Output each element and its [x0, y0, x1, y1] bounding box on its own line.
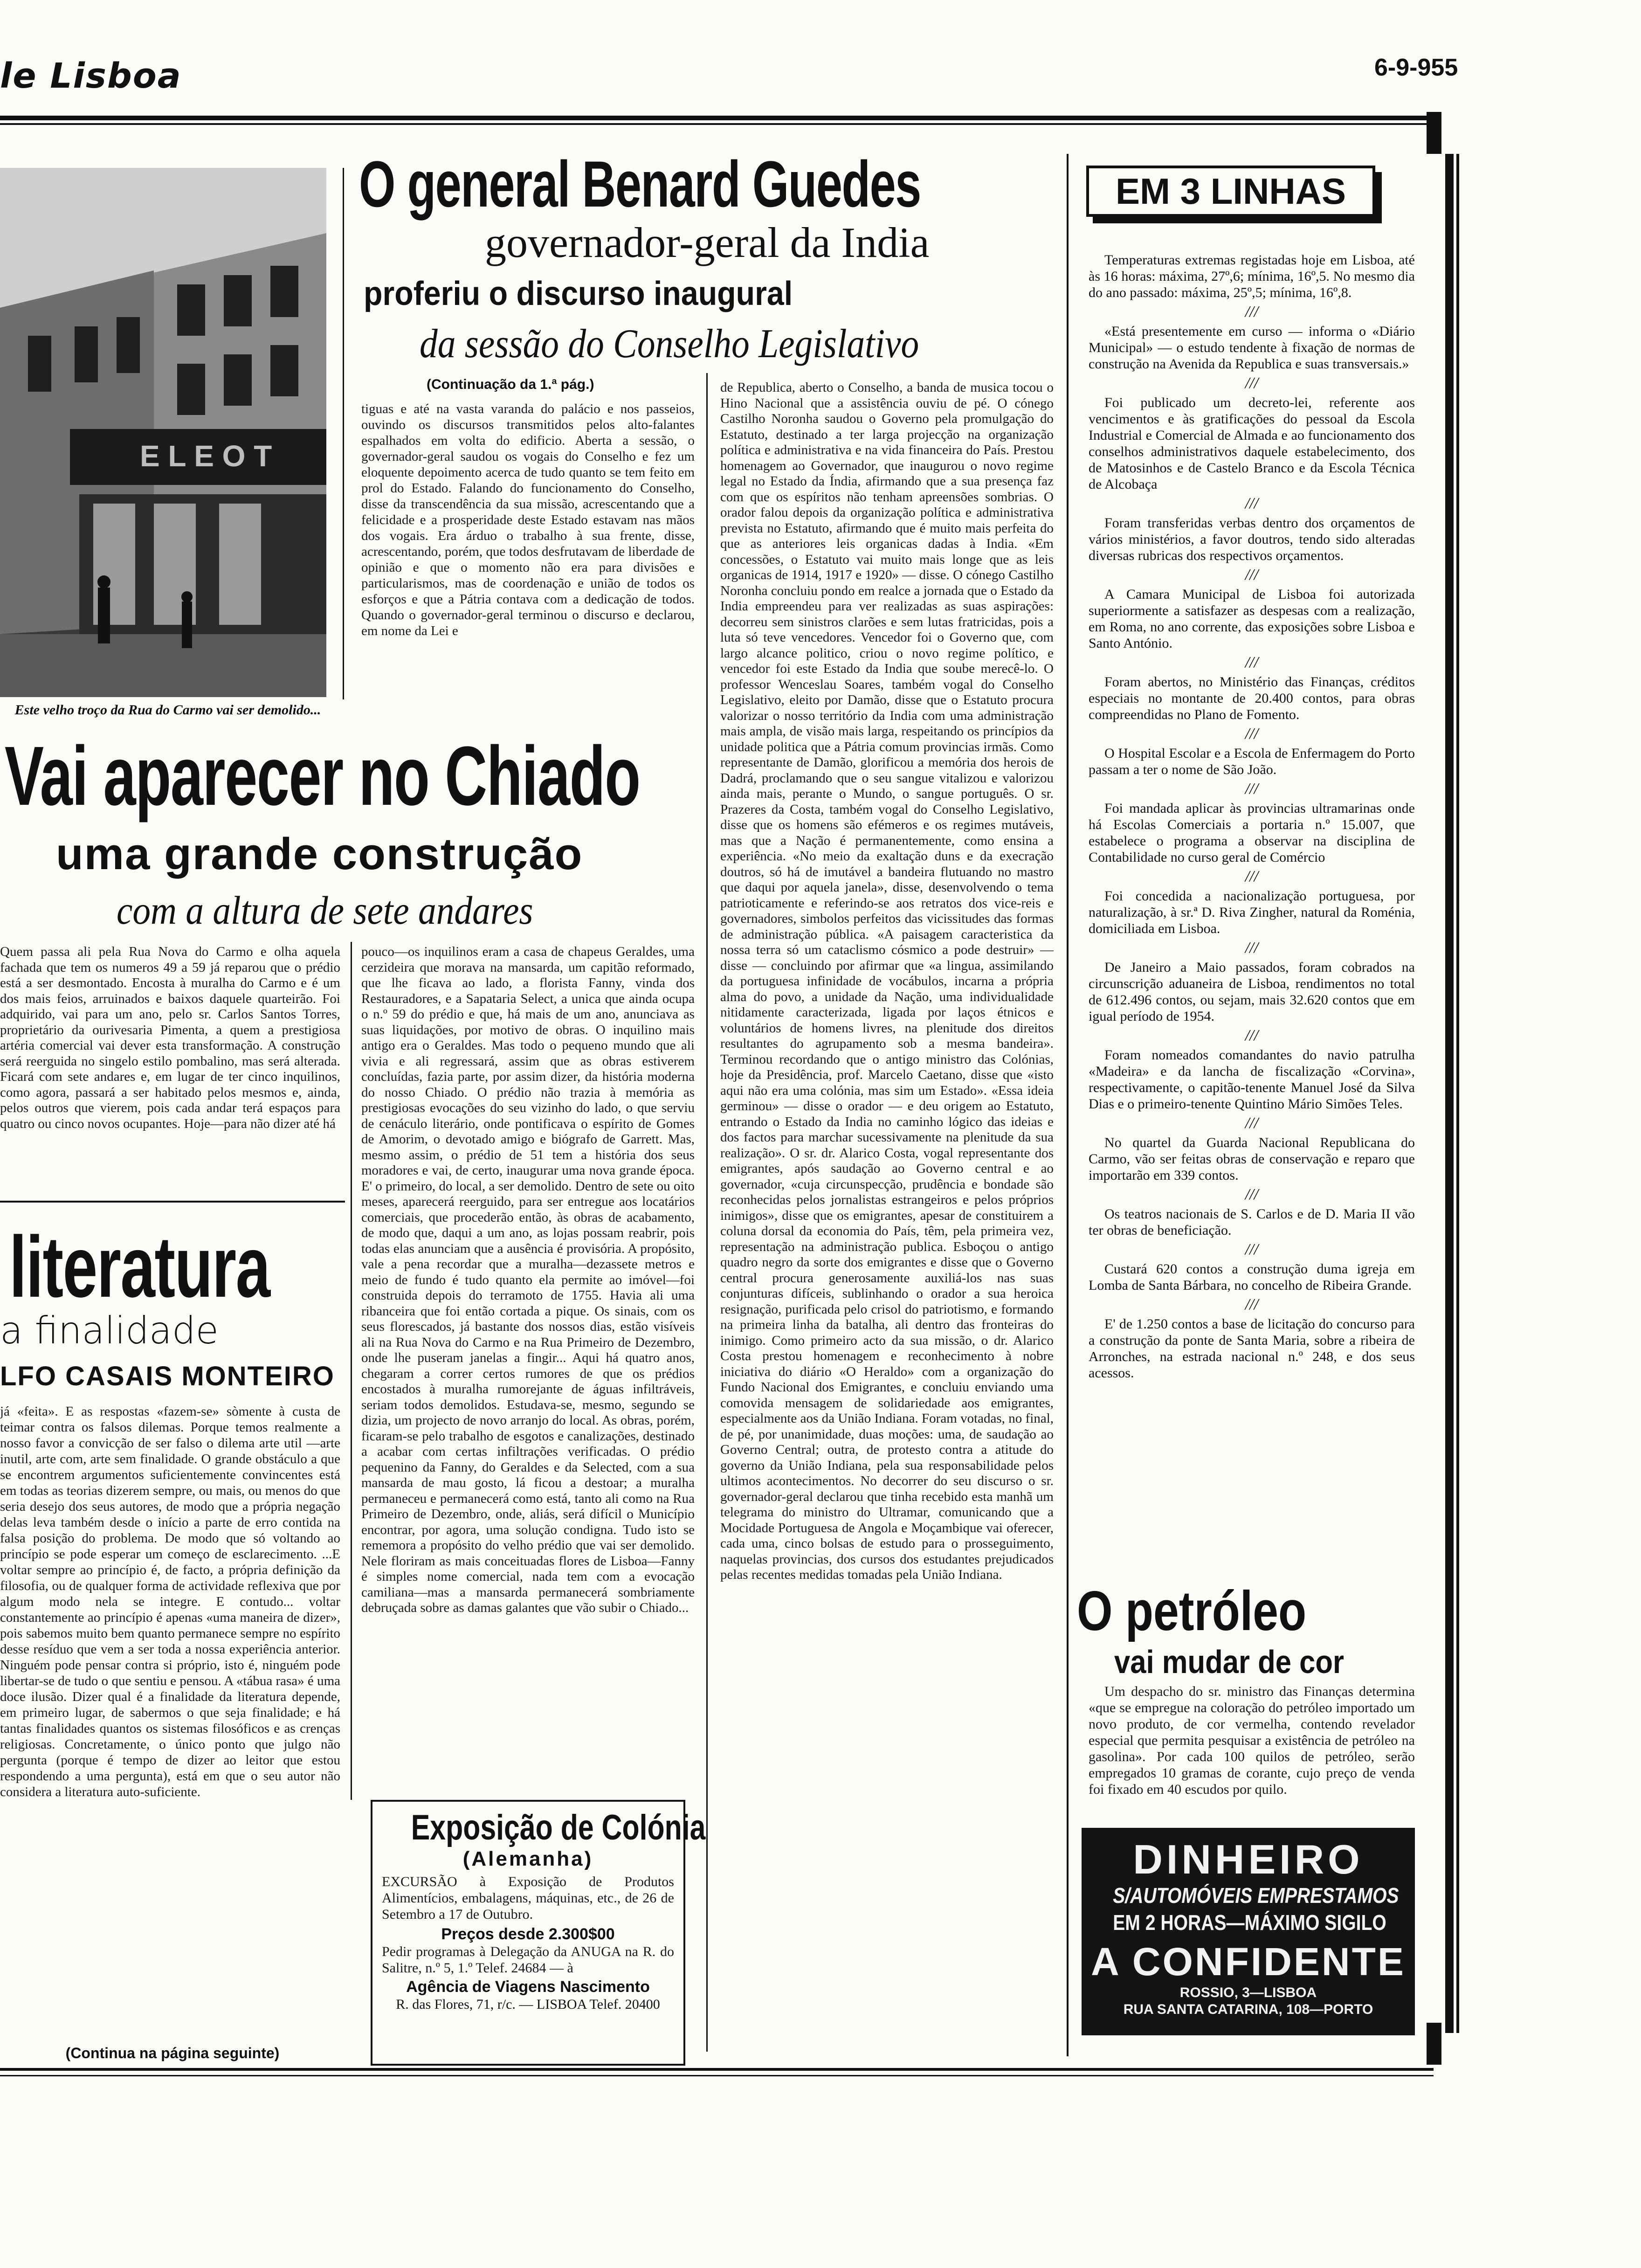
brief-separator: /// — [1245, 1027, 1259, 1044]
ad-dinheiro-line5: ROSSIO, 3—LISBOA — [1179, 1985, 1317, 2000]
brief-separator: /// — [1245, 868, 1259, 885]
column-rule — [343, 168, 344, 699]
right-edge-rule — [1427, 112, 1441, 154]
column-rule — [1067, 154, 1069, 2056]
literatura-headline: literatura — [9, 1219, 270, 1315]
brief-item: E' de 1.250 contos a base de licitação do concurso para a construção da ponte de Santa Maria, sobre a ribeira de Arronches, na estrada nacional n.º 248, e dos seus acessos. — [1089, 1316, 1415, 1381]
literatura-subhead: a finalidade — [0, 1309, 219, 1352]
governor-body-col2: de Republica, aberto o Conselho, a banda de musica tocou o Hino Nacional que a assistência ouviu de pé. O cónego Castilho Noronha saudou o Governo pela promulgação do Estatuto, destinado a ter larga projecção na organização política e administrativa e na vida financeira do País. Prestou homenagem ao Governador, que inaugurou o novo regime legal no Estado da Índia, afirmando que a sua presença faz com que os espíritos não tenham apreensões sombrias. O orador falou depois da organização política e administrativa prevista no Estatuto, afirmando que é muito mais perfeita do que as anteriores leis organicas dadas à India. «Em concessões, o Estatuto vai muito mais longe que as leis organicas de 1914, 1917 e 1920» — disse. O cónego Castilho Noronha concluiu pondo em realce a jornada que o Estado da India empreendeu para ver realizadas as suas aspirações: decorreu sem sinistros clarões e sem lutas fratricidas, pois a luta só teve vencedores. Vencedor foi o Governo que, com largo alcance politico, criou o novo regime político, e vencedor foi este Estado da India que soube merecê-lo. O professor Wenceslau Soares, também vogal do Conselho Legislativo, eleito por Damão, disse que o Estatuto procura valorizar o nosso território da India com uma administração mais ampla, de visão mais larga, respeitando os princípios da unidade politica que a Pátria comum provincias irmãs. Como representante de Damão, glorificou a memória dos herois de Dadrá, proclamando que o seu sangue vitalizou e valorizou ainda mais, perante o Mundo, o sangue português. O sr. Prazeres da Costa, também vogal do Conselho Legislativo, disse que os homens são efémeros e os regimes mutáveis, mas que a Nação é permanentemente, como ensina a experiência. «No meio da exaltação duns e da execração doutros, só há de imutável a bandeira flutuando no mastro que daqui por aquela janela», disse, desenvolvendo o tema patrioticamente e referindo-se aos retratos dos vice-reis e governadores, simbolos perfeitos das vicissitudes das formas de administração pública. «A paisagem caracteristica da nossa terra só um cataclismo cósmico a pode destruir» — disse — concluindo por afirmar que «a lingua, assimilando da portuguesa infinidade de vocábulos, incarna a própria alma do povo, a unidade da Nação, uma individualidade nitidamente caracterizada, ligada por laços étnicos e voluntários de homens livres, na plenitude dos direitos resultantes do agrupamento sob a mesma bandeira». Terminou recordando que o antigo ministro das Colónias, hoje da Presidência, prof. Marcelo Caetano, disse que «isto aqui não era uma colónia, mas sim um Estado». «Essa ideia germinou» — disse o orador — e deu origem ao Estatuto, entrando o Estado da India no caminho lógico das ideias e dos factos para marchar sucessivamente na plenitude da sua realização». O sr. dr. Alarico Costa, vogal representante dos emigrantes, após saudação ao Governo central e ao governador, «cuja circunspecção, prudência e bondade são reconhecidas pelos jornalistas estrangeiros e pelos próprios inimigos», disse que os emigrantes, apesar de constituirem a coluna dorsal da economia do País, têm, pela primeira vez, representação na administração publica. Esboçou o antigo quadro negro da sorte dos emigrantes e disse que o Governo central procura generosamente auxiliá-los nas suas conjunturas difíceis, sublinhando o orador a sua heroica resignação, purificada pelo crisol do patriotismo, e formando na primeira linha da batalha, ali dentro das fronteiras do inimigo. Como primeiro acto da sua missão, o dr. Alarico Costa prestou homenagem e reconhecimento à nobre iniciativa do diário «O Heraldo» com a organização do Fundo Nacional dos Emigrantes, e concluiu enviando uma comovida mensagem de solidariedade aos emigrantes, especialmente aos da União Indiana. Foram votadas, no final, de pé, por unanimidade, duas moções: uma, de saudação ao Governo Central; outra, de protesto contra a atitude do governo da União Indiana, pela sua responsabilidade pelos ultimos acontecimentos. No decorrer do seu discurso o sr. governador-geral declarou que tinha recebido esta manhã um telegrama do ministro do Ultramar, comunicando que a Mocidade Portuguesa de Angola e Moçambique vai oferecer, cada uma, cinco bolsas de estudo para o prosseguimento, naquelas provincias, dos cursos dos estudantes prejudicados pelas recentes medidas tomadas pela União Indiana. — [720, 380, 1054, 1582]
ad-colonia-contact: Pedir programas à Delegação da ANUGA na R. do Salitre, n.º 5, 1.º Telef. 24684 — à — [382, 1944, 674, 1976]
literatura-continues: (Continua na página seguinte) — [65, 2045, 280, 2061]
header-rule-top — [0, 116, 1434, 120]
section-rule — [0, 1201, 345, 1203]
issue-date: 6-9-955 — [1374, 54, 1458, 81]
brief-separator: /// — [1245, 1114, 1259, 1132]
brief-separator: /// — [1245, 1241, 1259, 1258]
governor-body-col1: tiguas e até na vasta varanda do palácio e nos passeios, ouvindo os discursos transmitidos pelos alto-falantes espalhados em volta do edificio. Aberta a sessão, o governador-geral saudou os vogais do Conselho e fez um eloquente depoimento acerca de tudo quanto se tem feito em prol do Estado. Falando do funcionamento do Conselho, disse da transcendência da sua missão, acrescentando que a felicidade e a prosperidade deste Estado estavam nas mãos dos vogais. Era árduo o trabalho à sua frente, disse, acrescentando, porém, que todos desfrutavam de liberdade de opinião e que o momento não era para divisões e particularismos, mas de coordenação e união de todos os esforços e que a Pátria contava com a dedicação de todos. Quando o governador-geral terminou o discurso e declarou, em nome da Lei e — [361, 401, 695, 638]
ad-colonia-price: Preços desde 2.300$00 — [441, 1925, 615, 1943]
header-rule-bottom — [0, 123, 1434, 125]
ad-dinheiro-line4: A CONFIDENTE — [1091, 1940, 1406, 1984]
brief-separator: /// — [1245, 566, 1259, 583]
ad-dinheiro-line2: S/AUTOMÓVEIS EMPRESTAMOS — [1113, 1883, 1399, 1908]
svg-text:E L E O T: E L E O T — [140, 439, 272, 473]
column-rule — [706, 373, 708, 2052]
brief-separator: /// — [1245, 780, 1259, 797]
ad-colonia — [371, 1800, 706, 2066]
governor-subhead-2: proferiu o discurso inaugural — [364, 275, 793, 312]
brief-item: Foram abertos, no Ministério das Finanças, créditos especiais no montante de 20.400 contos, para obras compreendidas no Plano de Fomento. — [1089, 674, 1415, 722]
street-photo-illustration — [0, 168, 326, 697]
brief-separator: /// — [1245, 374, 1259, 392]
ad-dinheiro-line6: RUA SANTA CATARINA, 108—PORTO — [1123, 2002, 1373, 2017]
brief-item: Os teatros nacionais de S. Carlos e de D. Maria II vão ter obras de beneficiação. — [1089, 1206, 1415, 1238]
brief-item: De Janeiro a Maio passados, foram cobrados na circunscrição aduaneira de Lisboa, rendimentos no total de 612.496 contos, ou sejam, mais 32.620 contos que em igual período de 1954. — [1089, 960, 1415, 1024]
brief-item: Foi concedida a nacionalização portuguesa, por naturalização, à sr.ª D. Riva Zingher, natural da Roménia, domiciliada em Lisboa. — [1089, 888, 1415, 936]
brief-separator: /// — [1245, 939, 1259, 956]
ad-colonia-subtitle: (Alemanha) — [462, 1847, 593, 1870]
ad-colonia-title: Exposição de Colónia — [411, 1808, 706, 1847]
governor-continuation: (Continuação da 1.ª pág.) — [427, 377, 594, 392]
right-edge-rule-2 — [1445, 154, 1454, 2033]
brief-item: Custará 620 contos a construção duma igreja em Lomba de Santa Bárbara, no concelho de Ribeira Grande. — [1089, 1261, 1415, 1293]
brief-separator: /// — [1245, 1296, 1259, 1313]
ad-colonia-agency: Agência de Viagens Nascimento — [406, 1978, 650, 1996]
brief-separator: /// — [1245, 725, 1259, 742]
column-rule — [351, 942, 352, 1800]
right-edge-rule-3 — [1456, 154, 1459, 2033]
literatura-byline: LFO CASAIS MONTEIRO — [0, 1361, 335, 1391]
brief-separator: /// — [1245, 495, 1259, 512]
brief-item: Foram nomeados comandantes do navio patrulha «Madeira» e da lancha de fiscalização «Corvina», respectivamente, o capitão-tenente Manuel José da Silva Dias e o primeiro-tenente Quintino Mário Simões Teles. — [1089, 1047, 1415, 1112]
ad-colonia-body: EXCURSÃO à Exposição de Produtos Alimentícios, embalagens, máquinas, etc., de 26 de Setembro a 17 de Outubro. — [382, 1874, 674, 1922]
brief-item: Foram transferidas verbas dentro dos orçamentos de vários ministérios, a favor doutros, tendo sido alteradas diversas rubricas dos respectivos orçamentos. — [1089, 515, 1415, 563]
literatura-body: já «feita». E as respostas «fazem-se» sòmente à custa de teimar contra os falsos dilemas. Porque temos realmente a nosso favor a convicção de ser falso o dilema arte util —arte inutil, arte com, arte sem finalidade. O grande obstáculo a que se encontrem argumentos suficientemente convincentes está em todas as teorias dizerem sempre, ou mais, ou menos do que seria desejo dos seus autores, de modo que a própria negação delas leva também desde o início a parte de erro contida na falsa posição do problema. De modo que só voltando ao princípio se pode esperar um começo de esclarecimento. ...E voltar sempre ao princípio é, de facto, a própria definição da filosofia, ou de qualquer forma de actividade reflexiva que por algum modo nela se integre. E contudo... voltar constantemente ao princípio é apenas «uma maneira de dizer», pois sabemos muito bem quanto permanece sempre no espírito desse resíduo que vem a ser toda a nossa experiência anterior. Ninguém pode pensar contra si próprio, isto é, ninguém pode libertar-se de tudo o que sentiu e pensou. A «tábua rasa» é uma doce ilusão. Dizer qual é a finalidade da literatura depende, em primeiro lugar, de sabermos o que seja finalidade; e há tantas finalidades quantos os sistemas filosóficos e as crenças religiosas. Concretamente, o único ponto que julgo não pergunta (porque é tempo de dizer ao leitor que estou respondendo a uma pergunta), está em que o seu autor não considera a literatura auto-suficiente. — [0, 1404, 340, 1799]
ad-dinheiro-line1: DINHEIRO — [1133, 1836, 1364, 1882]
photo-caption: Este velho troço da Rua do Carmo vai ser demolido... — [14, 702, 321, 718]
brief-separator: /// — [1245, 1186, 1259, 1203]
chiado-subhead-1: uma grande construção — [56, 829, 583, 879]
footer-rule — [0, 2068, 1434, 2071]
footer-rule-2 — [0, 2075, 1434, 2076]
brief-separator: /// — [1245, 654, 1259, 671]
ad-dinheiro — [1082, 1828, 1415, 2035]
governor-headline: O general Benard Guedes — [359, 147, 921, 221]
chiado-body-col2: pouco—os inquilinos eram a casa de chapeus Geraldes, uma cerzideira que morava na mansarda, um capitão reformado, que lhe ficava ao lado, a florista Fanny, vinda dos Restauradores, e a Sapataria Select, a unica que ainda ocupa o n.º 59 do prédio e que, há mais de um ano, anunciava as suas liquidações, por motivo de obras. O inquilino mais antigo era o Geraldes. Mas todo o pequeno mundo que ali vivia e ali regressará, assim que as obras estiverem concluídas, fazia parte, por assim dizer, da história moderna do nosso Chiado. O prédio não trazia à memória as prestigiosas evocações do seu vizinho do lado, o que serviu de cenáculo literário, onde pontificava o espírito de Gomes de Amorim, o devotado amigo e biógrafo de Garrett. Mas, mesmo assim, o prédio de 51 tem a história dos seus moradores e vai, de certo, inaugurar uma nova grande época. E' o primeiro, do local, a ser demolido. Dentro de sete ou oito meses, aparecerá reerguido, para ser entregue aos locatários comerciais, que procederão então, às obras de acabamento, de modo que, daqui a um ano, as lojas possam reabrir, pois todas elas anunciam que a ausência é provisória. A propósito, vale a pena recordar que a muralha—dezassete metros e meio de fundo é tudo quanto ela permite ao imóvel—foi construida depois do terramoto de 1755. Havia ali uma ribanceira que foi então cortada a pique. Os sinais, com os seus florescados, já bastante dos nossos dias, estão visíveis ali na Rua Nova do Carmo e na Rua Primeiro de Dezembro, onde lhe puseram janelas a fingir... Aqui há quatro anos, chegaram a correr certos rumores de que os prédios encostados à muralha rumorejante de águas infiltráveis, seriam todos demolidos. Estudava-se, mesmo, segundo se dizia, um projecto de novo arranjo do local. As obras, porém, ficaram-se pelo trabalho de esgotos e canalizações, destinado a acabar com certas infiltrações verificadas. O prédio pequenino da Fanny, do Geraldes e da Selected, com a sua mansarda de mau gosto, lá ficou a destoar; a muralha permaneceu e permanecerá como está, tanto ali como na Rua Primeiro de Dezembro, onde, aliás, será difícil o Município encontrar, por agora, uma solução condigna. Tudo isto se rememora a propósito do velho prédio que vai ser demolido. Nele floriram as mais conceituadas flores de Lisboa—Fanny é simples nome comercial, nada tem com a evocação camiliana—mas a mansarda permanecerá sombriamente debruçada sobre as damas galantes que vão subir o Chiado... — [361, 944, 695, 1615]
em3linhas-title: EM 3 LINHAS — [1115, 171, 1346, 212]
petroleo-body: Um despacho do sr. ministro das Finanças determina «que se empregue na coloração do petróleo importado um novo produto, de cor vermelha, contendo revelador especial que permita pesquisar a existência de petróleo na gasolina». Por cada 100 quilos de petróleo, serão empregados 10 gramas de corante, cujo preço de venda foi fixado em 40 escudos por quilo. — [1089, 1684, 1415, 1797]
petroleo-headline: O petróleo — [1077, 1580, 1307, 1642]
petroleo-subhead: vai mudar de cor — [1114, 1644, 1344, 1680]
chiado-subhead-2: com a altura de sete andares — [117, 888, 533, 933]
chiado-headline: Vai aparecer no Chiado — [5, 729, 640, 823]
brief-item: O Hospital Escolar e a Escola de Enfermagem do Porto passam a ter o nome de São João. — [1089, 746, 1415, 777]
masthead: le Lisboa — [0, 56, 182, 96]
ad-colonia-address: R. das Flores, 71, r/c. — LISBOA Telef. 20400 — [396, 1997, 660, 2012]
brief-item: No quartel da Guarda Nacional Republicana do Carmo, vão ser feitas obras de conservação e reparo que importarão em 339 contos. — [1089, 1135, 1415, 1183]
em3linhas-list — [1089, 252, 1415, 1381]
chiado-body-col1: Quem passa ali pela Rua Nova do Carmo e olha aquela fachada que tem os numeros 49 a 59 já reparou que o prédio está a ser desmontado. Encosta à muralha do Carmo e é um dos mais feios, arruinados e baixos daquele quarteirão. Foi adquirido, vai para um ano, pelo sr. Carlos Santos Torres, proprietário da ourivesaria Pimenta, a quem a prestigiosa artéria comercial vai dever esta transformação. A construção será reerguida no singelo estilo pombalino, mas será alterada. Ficará com sete andares e, em lugar de ter cinco inquilinos, como agora, passará a ser habitado pelos mesmos e, ainda, pelos outros que vierem, pois cada andar terá espaços para quatro ou cinco novos ocupantes. Hoje—para não dizer até há — [0, 944, 340, 1131]
street-photo — [0, 168, 326, 697]
brief-item: Foi publicado um decreto-lei, referente aos vencimentos e às gratificações do pessoal da Escola Industrial e Comercial de Almada e ao funcionamento dos conselhos administrativos daquele estabelecimento, dos de Matosinhos e de Castelo Branco e da Escola Técnica de Alcobaça — [1089, 395, 1415, 492]
brief-item: Temperaturas extremas registadas hoje em Lisboa, até às 16 horas: máxima, 27º,6; mínima, 16º,5. No mesmo dia do ano passado: máxima, 25º,5; mínima, 16º,8. — [1089, 252, 1415, 300]
right-edge-rule-4 — [1427, 2023, 1441, 2065]
brief-separator: /// — [1245, 303, 1259, 320]
brief-item: A Camara Municipal de Lisboa foi autorizada superiormente a satisfazer as despesas com a realização, em Roma, no ano corrente, das exposições sobre Lisboa e Santo António. — [1089, 587, 1415, 651]
governor-subhead-1: governador-geral da India — [485, 219, 930, 266]
brief-item: «Está presentemente em curso — informa o «Diário Municipal» — o estudo tendente à fixação de normas de construção na Avenida da Republica e suas transversais.» — [1089, 324, 1415, 372]
governor-subhead-3: da sessão do Conselho Legislativo — [420, 321, 919, 366]
em3linhas-title-box — [1086, 166, 1375, 217]
brief-item: Foi mandada aplicar às provincias ultramarinas onde há Escolas Comerciais a portaria n.º 15.007, que estabelece o programa a observar na disciplina de Contabilidade no curso geral de Comércio — [1089, 801, 1415, 865]
ad-dinheiro-line3: EM 2 HORAS—MÁXIMO SIGILO — [1113, 1910, 1386, 1935]
